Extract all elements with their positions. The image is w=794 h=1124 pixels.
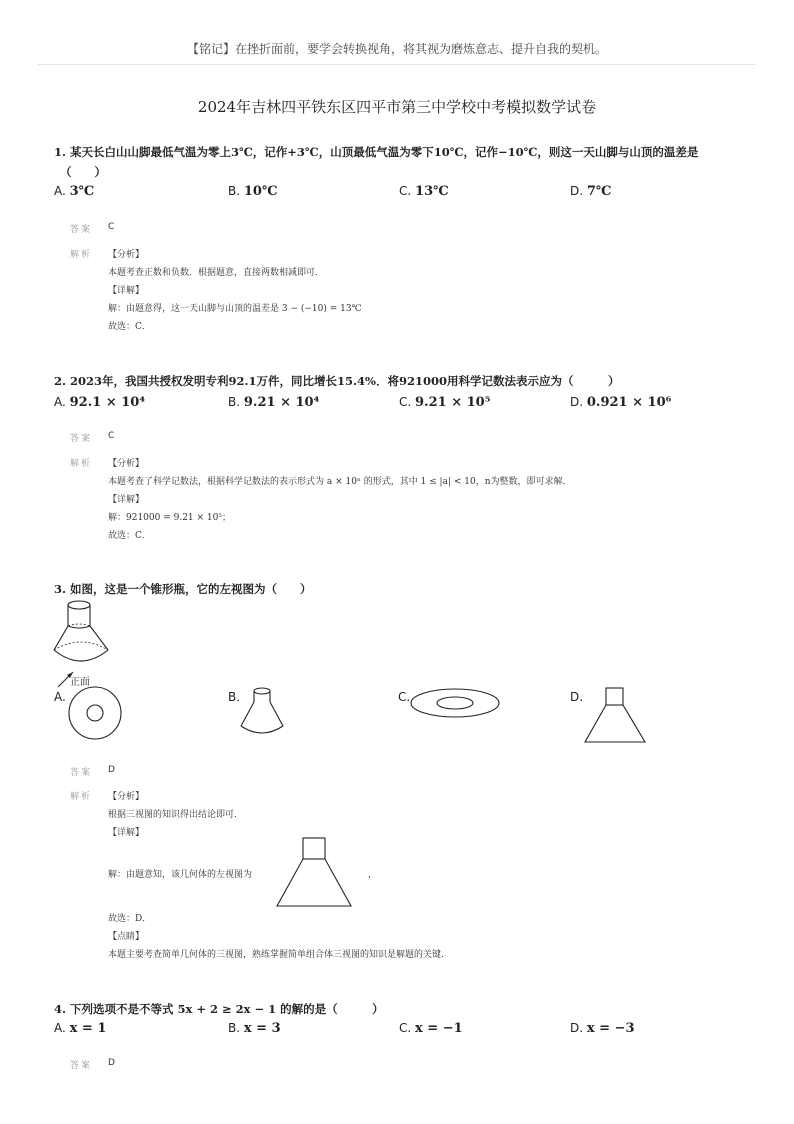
- question-1-stem: 1. 某天长白山山脚最低气温为零上3℃，记作+3℃，山顶最低气温为零下10℃，记作−10℃，则这一天山脚与山顶的温差是: [54, 145, 699, 159]
- q3-option-d-figure[interactable]: [584, 686, 648, 744]
- option-letter: D.: [570, 1021, 584, 1035]
- exam-title: 2024年吉林四平铁东区四平市第三中学校中考模拟数学试卷: [197, 98, 597, 116]
- option-value: 9.21 × 10⁴: [243, 395, 320, 410]
- answer-label: 答案: [70, 434, 93, 444]
- option-letter: C.: [399, 395, 412, 409]
- q3-explain-line: 解：由题意知，该几何体的左视图为: [108, 870, 253, 880]
- option-value: 7℃: [586, 184, 612, 199]
- option-value: x = −1: [415, 1021, 463, 1036]
- q2-explain-line: 本题考查了科学记数法，根据科学记数法的表示形式为 a × 10ⁿ 的形式，其中 1 ≤ |a| < 10，n为整数，即可求解．: [108, 477, 572, 487]
- option-letter: C.: [399, 184, 412, 198]
- q1-explain-line: 故选：C．: [108, 322, 151, 332]
- q3-explain-line: 根据三视图的知识得出结论即可．: [108, 810, 244, 820]
- answer-label: 答案: [70, 225, 93, 235]
- q1-explain-line: 本题考查正数和负数．根据题意，直接两数相减即可．: [108, 268, 325, 278]
- question-2-stem: 2. 2023年，我国共授权发明专利92.1万件，同比增长15.4%．将921000用科学记数法表示应为（ ）: [54, 374, 620, 388]
- q1-option-d[interactable]: [570, 184, 612, 199]
- q3-option-c[interactable]: [398, 690, 410, 704]
- q4-option-c[interactable]: [399, 1021, 463, 1036]
- option-value: 92.1 × 10⁴: [69, 395, 146, 410]
- q3-option-a[interactable]: [54, 690, 66, 704]
- q3-explain-line: 【点睛】: [108, 932, 145, 942]
- option-letter: A.: [54, 184, 66, 198]
- q2-explain-line: 【详解】: [108, 495, 145, 505]
- option-value: x = 3: [243, 1021, 281, 1036]
- q2-explain-line: 解：921000 = 9.21 × 10⁵；: [108, 513, 231, 523]
- front-label: 正面: [70, 677, 90, 688]
- q3-option-b-figure[interactable]: [238, 686, 288, 738]
- q4-option-a[interactable]: [54, 1021, 106, 1036]
- q3-option-c-figure[interactable]: [410, 686, 502, 720]
- q3-answer: D: [108, 765, 115, 775]
- option-letter: D.: [570, 690, 584, 704]
- q1-answer: C: [108, 222, 115, 232]
- q3-explain-line: 【分析】: [108, 792, 145, 802]
- q2-option-d[interactable]: [570, 395, 671, 410]
- q3-option-a-figure[interactable]: [66, 687, 128, 743]
- option-letter: C.: [398, 690, 411, 704]
- q2-explain-line: 故选：C．: [108, 531, 151, 541]
- q3-explain-line: 【详解】: [108, 828, 145, 838]
- option-letter: D.: [570, 395, 584, 409]
- q1-option-c[interactable]: [399, 184, 449, 199]
- q3-explain-line: 故选：D．: [108, 914, 152, 924]
- option-letter: B.: [228, 395, 241, 409]
- q2-option-b[interactable]: [228, 395, 319, 410]
- q1-explain-line: 【分析】: [108, 250, 145, 260]
- option-letter: B.: [228, 690, 241, 704]
- q2-explain-line: 【分析】: [108, 459, 145, 469]
- q2-option-a[interactable]: [54, 395, 145, 410]
- option-value: 0.921 × 10⁶: [586, 395, 672, 410]
- option-value: 10℃: [243, 184, 278, 199]
- option-letter: C.: [399, 1021, 412, 1035]
- option-value: x = −3: [586, 1021, 635, 1036]
- q3-explain-line: 本题主要考查简单几何体的三视图，熟练掌握简单组合体三视图的知识是解题的关键．: [108, 950, 451, 960]
- option-letter: B.: [228, 1021, 241, 1035]
- q4-option-b[interactable]: [228, 1021, 281, 1036]
- q4-option-d[interactable]: [570, 1021, 635, 1036]
- option-value: x = 1: [69, 1021, 107, 1036]
- q2-option-c[interactable]: [399, 395, 490, 410]
- q4-answer: D: [108, 1058, 115, 1068]
- q3-option-d[interactable]: [570, 690, 583, 704]
- option-value: 3℃: [69, 184, 95, 199]
- option-letter: D.: [570, 184, 584, 198]
- q1-option-b[interactable]: [228, 184, 278, 199]
- answer-label: 答案: [70, 768, 93, 778]
- motto-banner: 【铭记】在挫折面前，要学会转换视角，将其视为磨炼意志、提升自我的契机。: [186, 42, 607, 56]
- header-divider: [38, 64, 756, 65]
- analysis-label: 解析: [70, 459, 93, 469]
- question-4-stem: 4. 下列选项不是不等式 5x + 2 ≥ 2x − 1 的解的是（ ）: [54, 1002, 384, 1016]
- question-3-stem: 3. 如图，这是一个锥形瓶，它的左视图为（ ）: [54, 582, 312, 596]
- q1-explain-line: 【详解】: [108, 286, 145, 296]
- q3-explain-comma: ，: [368, 870, 378, 880]
- option-letter: A.: [54, 1021, 66, 1035]
- option-letter: B.: [228, 184, 241, 198]
- option-letter: A.: [54, 395, 66, 409]
- analysis-label: 解析: [70, 792, 93, 802]
- q1-option-a[interactable]: [54, 184, 94, 199]
- option-value: 9.21 × 10⁵: [415, 395, 491, 410]
- question-1-stem-bracket: （ ）: [60, 165, 106, 179]
- q2-answer: C: [108, 431, 115, 441]
- option-value: 13℃: [415, 184, 449, 199]
- q3-explain-left-view-figure: [276, 836, 354, 908]
- q1-explain-line: 解：由题意得，这一天山脚与山顶的温差是 3 − (−10) = 13℃: [108, 304, 362, 314]
- option-letter: A.: [54, 690, 66, 704]
- answer-label: 答案: [70, 1061, 93, 1071]
- analysis-label: 解析: [70, 250, 93, 260]
